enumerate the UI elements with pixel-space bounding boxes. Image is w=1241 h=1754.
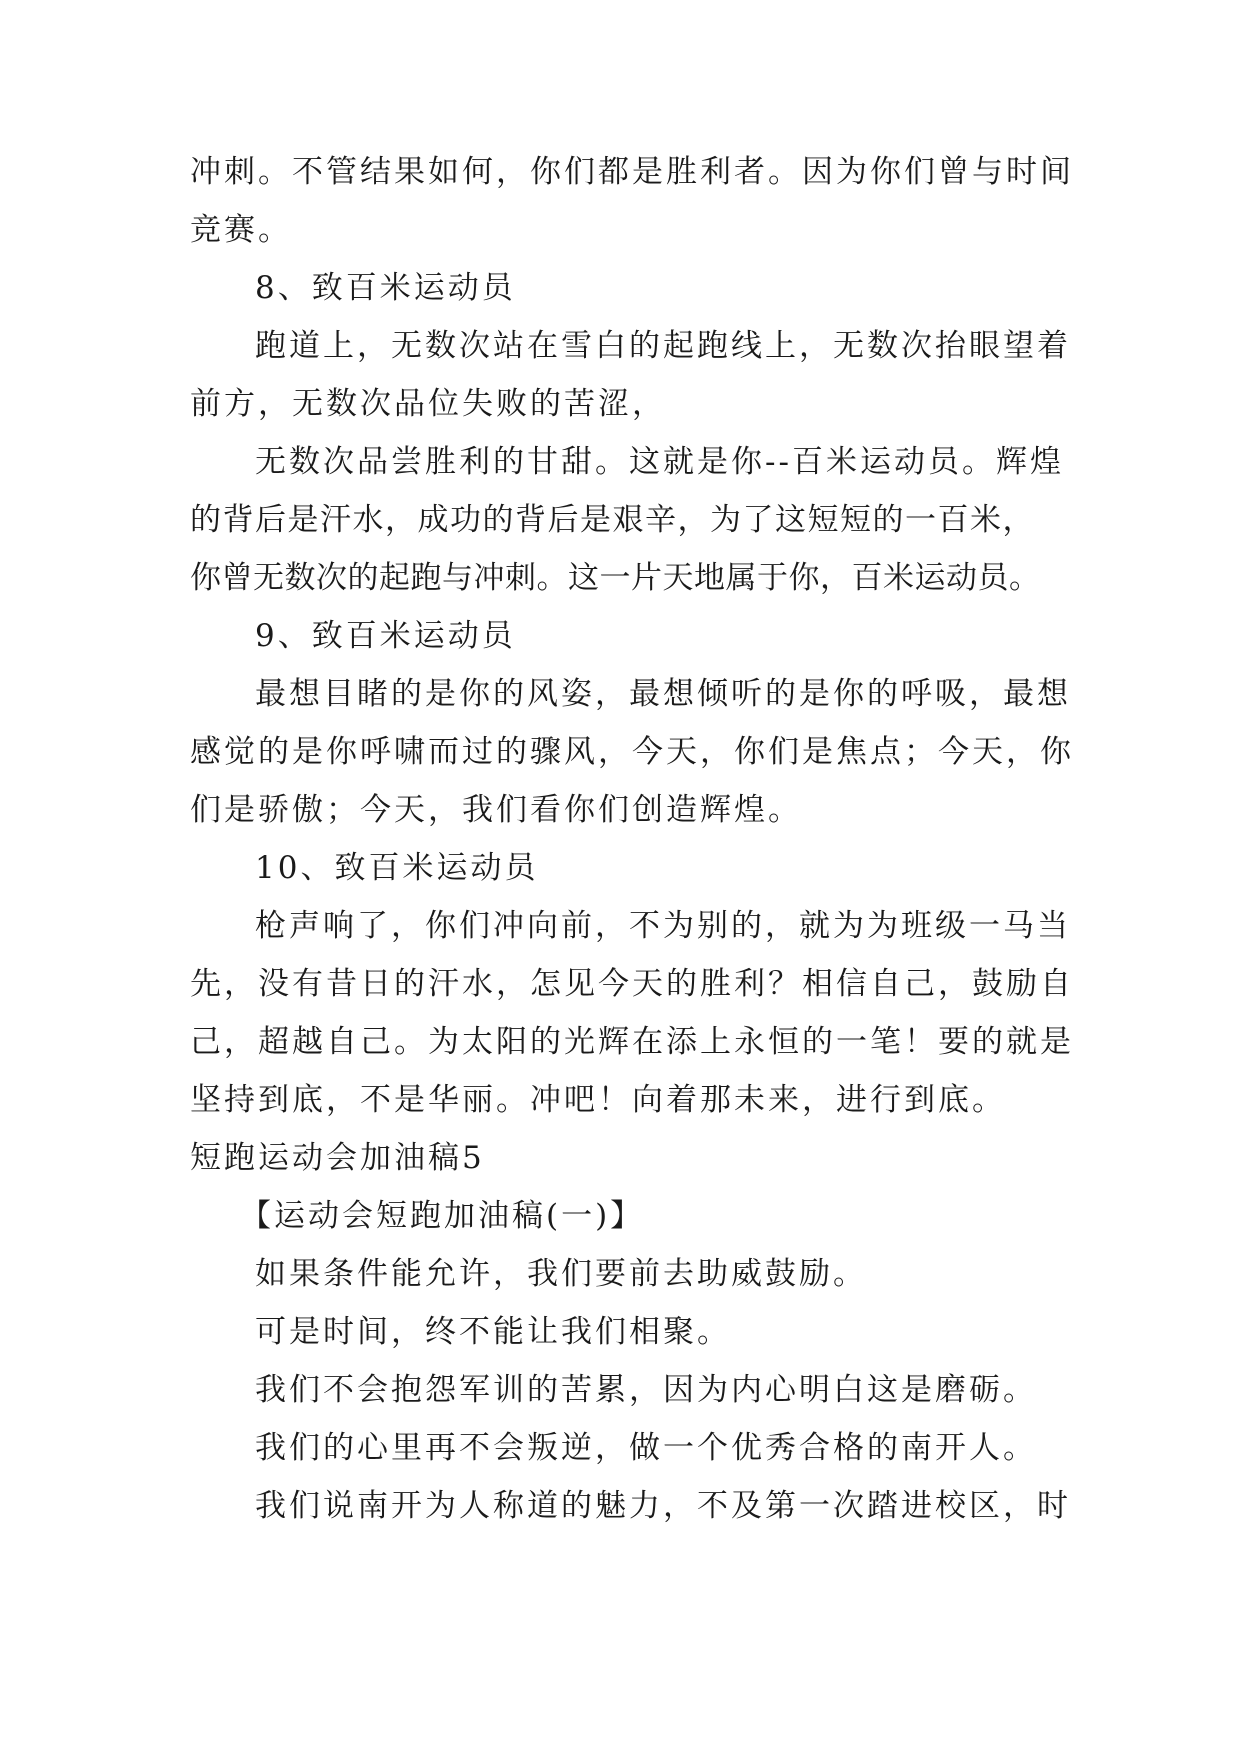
document-title: 短跑运动会加油稿5 <box>190 1140 485 1176</box>
paragraph-line: 己，超越自己。为太阳的光辉在添上永恒的一笔！要的就是 <box>190 1024 1074 1060</box>
paragraph-line: 我们说南开为人称道的魅力，不及第一次踏进校区，时 <box>255 1488 1071 1524</box>
paragraph-line: 跑道上，无数次站在雪白的起跑线上，无数次抬眼望着 <box>255 328 1071 364</box>
paragraph-line: 坚持到底，不是华丽。冲吧！向着那未来，进行到底。 <box>190 1082 1006 1118</box>
paragraph-line: 枪声响了，你们冲向前，不为别的，就为为班级一马当 <box>255 908 1071 944</box>
paragraph-line: 无数次品尝胜利的甘甜。这就是你--百米运动员。辉煌 <box>255 444 1064 480</box>
paragraph-line: 如果条件能允许，我们要前去助威鼓励。 <box>255 1256 867 1292</box>
paragraph-line: 的背后是汗水，成功的背后是艰辛，为了这短短的一百米， <box>190 502 1035 538</box>
paragraph-line: 我们不会抱怨军训的苦累，因为内心明白这是磨砺。 <box>255 1372 1037 1408</box>
paragraph-line: 感觉的是你呼啸而过的骤风，今天，你们是焦点；今天，你 <box>190 734 1074 770</box>
paragraph-line: 先，没有昔日的汗水，怎见今天的胜利？相信自己，鼓励自 <box>190 966 1074 1002</box>
paragraph-line: 你曾无数次的起跑与冲刺。这一片天地属于你，百米运动员。 <box>190 560 1041 596</box>
section-heading: 8、致百米运动员 <box>255 270 516 306</box>
paragraph-line: 我们的心里再不会叛逆，做一个优秀合格的南开人。 <box>255 1430 1037 1466</box>
paragraph-line: 前方，无数次品位失败的苦涩， <box>190 386 666 422</box>
paragraph-line: 们是骄傲；今天，我们看你们创造辉煌。 <box>190 792 802 828</box>
paragraph-line: 竞赛。 <box>190 212 292 248</box>
section-heading: 【运动会短跑加油稿(一)】 <box>240 1198 645 1234</box>
paragraph-line: 冲刺。不管结果如何，你们都是胜利者。因为你们曾与时间 <box>190 154 1074 190</box>
section-heading: 9、致百米运动员 <box>255 618 516 654</box>
paragraph-line: 最想目睹的是你的风姿，最想倾听的是你的呼吸，最想 <box>255 676 1071 712</box>
paragraph-line: 可是时间，终不能让我们相聚。 <box>255 1314 731 1350</box>
section-heading: 10、致百米运动员 <box>255 850 539 886</box>
